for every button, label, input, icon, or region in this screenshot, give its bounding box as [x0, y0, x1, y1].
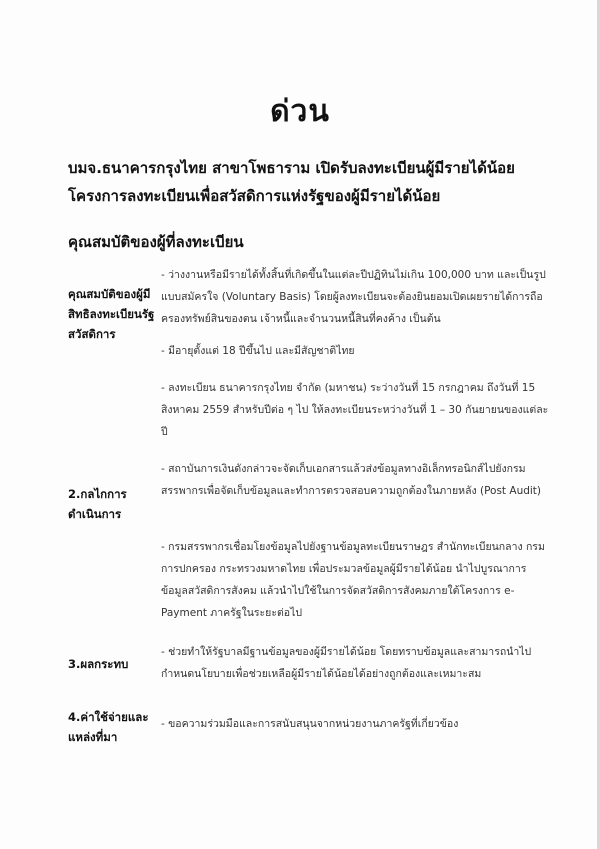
- paragraph-impact: - ช่วยทำให้รัฐบาลมีฐานข้อมูลของผู้มีรายได้น้อย โดยทราบข้อมูลและสามารถนำไปกำหนดนโยบายเพื่อช่วยเหลือผู้มีรายได้น้อยได้อย่างถูกต้องและเหมาะสม: [161, 646, 532, 680]
- paragraph-registration-period: - ลงทะเบียน ธนาคารกรุงไทย จำกัด (มหาชน) ระว่างวันที่ 15 กรกฎาคม ถึงวันที่ 15 สิงหาคม 2559 สำหรับปีต่อ ๆ ไป ให้ลงทะเบียนระหว่างวันที่ 1 – 30 กันยายนของแต่ละปี: [161, 382, 549, 438]
- row-label-impact: 3.ผลกระทบ: [68, 657, 129, 671]
- paragraph-income-criteria: - ว่างงานหรือมีรายได้ทั้งสิ้นที่เกิดขึ้นในแต่ละปีปฏิทินไม่เกิน 100,000 บาท และเป็นรูปแบบสมัครใจ (Voluntary Basis) โดยผู้ลงทะเบียนจะต้องยินยอมเปิดเผยรายได้การถือครองทรัพย์สินของตน เจ้าหนี้และจำนวนหนี้สินที่คงค้าง เป็นต้น: [161, 269, 546, 325]
- document-title: ด่วน: [270, 94, 330, 129]
- paragraph-revenue-department: - กรมสรรพากรเชื่อมโยงข้อมูลไปยังฐานข้อมูลทะเบียนราษฎร สำนักทะเบียนกลาง กรมการปกครอง กระทรวงมหาดไทย เพื่อประมวลข้อมูลผู้มีรายได้น้อย นำไปบูรณาการข้อมูลสวัสดิการสังคม แล้วนำไปใช้ในการจัดสวัสดิการสังคมภายใต้โครงการ e-Payment ภาครัฐในระยะต่อไป: [161, 541, 545, 619]
- section-title: คุณสมบัติของผู้ที่ลงทะเบียน: [68, 233, 244, 251]
- paragraph-age-criteria: - มีอายุตั้งแต่ 18 ปีขึ้นไป และมีสัญชาติไทย: [161, 345, 355, 357]
- headline-line-1: บมจ.ธนาคารกรุงไทย สาขาโพธาราม เปิดรับลงทะเบียนผู้มีรายได้น้อย: [68, 159, 515, 177]
- paragraph-cost: - ขอความร่วมมือและการสนับสนุนจากหน่วยงานภาครัฐที่เกี่ยวข้อง: [161, 718, 459, 730]
- paragraph-financial-institution: - สถาบันการเงินดังกล่าวจะจัดเก็บเอกสารแล้วส่งข้อมูลทางอิเล็กทรอนิกส์ไปยังกรมสรรพากรเพื่อจัดเก็บข้อมูลและทำการตรวจสอบความถูกต้องในภายหลัง (Post Audit): [161, 463, 542, 497]
- row-label-qualifications: คุณสมบัติของผู้มีสิทธิลงทะเบียนรัฐสวัสดิการ: [68, 287, 155, 341]
- row-label-cost-source: 4.ค่าใช้จ่ายและแหล่งที่มา: [68, 710, 149, 744]
- row-label-mechanism: 2.กลไกการดำเนินการ: [68, 487, 127, 521]
- headline-line-2: โครงการลงทะเบียนเพื่อสวัสดิการแห่งรัฐของผู้มีรายได้น้อย: [68, 187, 441, 205]
